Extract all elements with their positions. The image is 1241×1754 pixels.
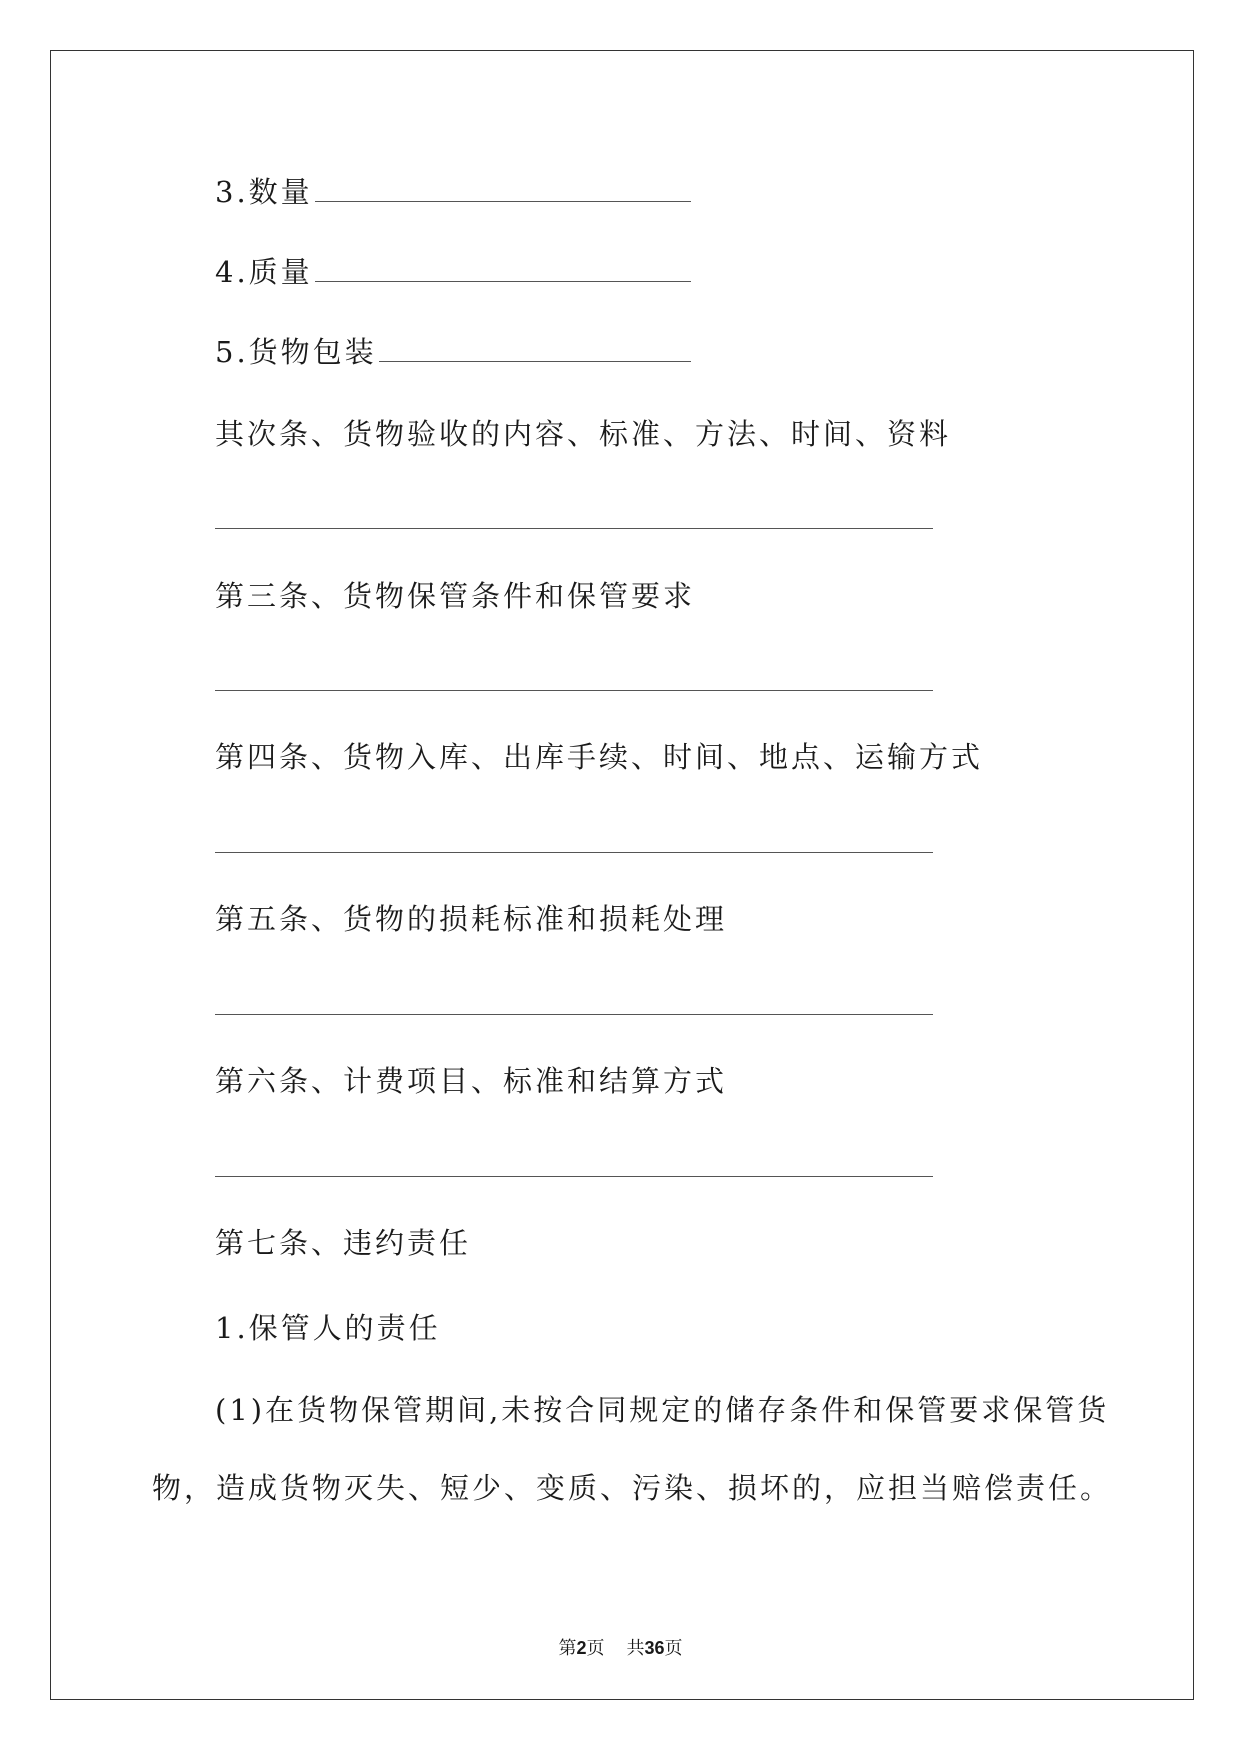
footer-page-suffix: 页 xyxy=(586,1638,605,1659)
footer-total-number: 36 xyxy=(644,1638,665,1658)
clause-4-blank xyxy=(215,852,933,853)
field-quantity-blank xyxy=(315,200,691,202)
footer-page-prefix: 第 xyxy=(558,1638,577,1659)
clause-5-blank xyxy=(215,1014,933,1015)
clause-6-heading: 第六条、计费项目、标准和结算方式 xyxy=(215,1064,728,1098)
footer-total-suffix: 页 xyxy=(664,1638,683,1659)
field-quality-blank xyxy=(315,280,691,282)
page-footer xyxy=(0,1634,1241,1660)
field-quality xyxy=(215,255,691,289)
clause-2-blank xyxy=(215,528,933,529)
field-quality-label: 4.质量 xyxy=(215,255,313,289)
clause-7-heading: 第七条、违约责任 xyxy=(215,1226,472,1260)
paragraph-line-1: (1)在货物保管期间,未按合同规定的储存条件和保管要求保管货 xyxy=(215,1393,1110,1427)
page-frame xyxy=(50,50,1194,1700)
footer-page-number: 2 xyxy=(576,1638,587,1658)
clause-6-blank xyxy=(215,1176,933,1177)
clause-3-blank xyxy=(215,690,933,691)
field-packaging xyxy=(215,335,691,369)
paragraph-line-2: 物，造成货物灭失、短少、变质、污染、损坏的，应担当赔偿责任。 xyxy=(152,1471,1113,1505)
field-packaging-blank xyxy=(379,360,691,362)
field-quantity xyxy=(215,175,691,209)
footer-total-prefix: 共 xyxy=(626,1638,645,1659)
clause-2-heading: 其次条、货物验收的内容、标准、方法、时间、资料 xyxy=(215,417,952,451)
clause-5-heading: 第五条、货物的损耗标准和损耗处理 xyxy=(215,902,728,936)
field-quantity-label: 3.数量 xyxy=(215,175,313,209)
clause-4-heading: 第四条、货物入库、出库手续、时间、地点、运输方式 xyxy=(215,740,984,774)
field-packaging-label: 5.货物包装 xyxy=(215,335,377,369)
clause-3-heading: 第三条、货物保管条件和保管要求 xyxy=(215,579,696,613)
custodian-responsibility-heading: 1.保管人的责任 xyxy=(215,1311,441,1345)
